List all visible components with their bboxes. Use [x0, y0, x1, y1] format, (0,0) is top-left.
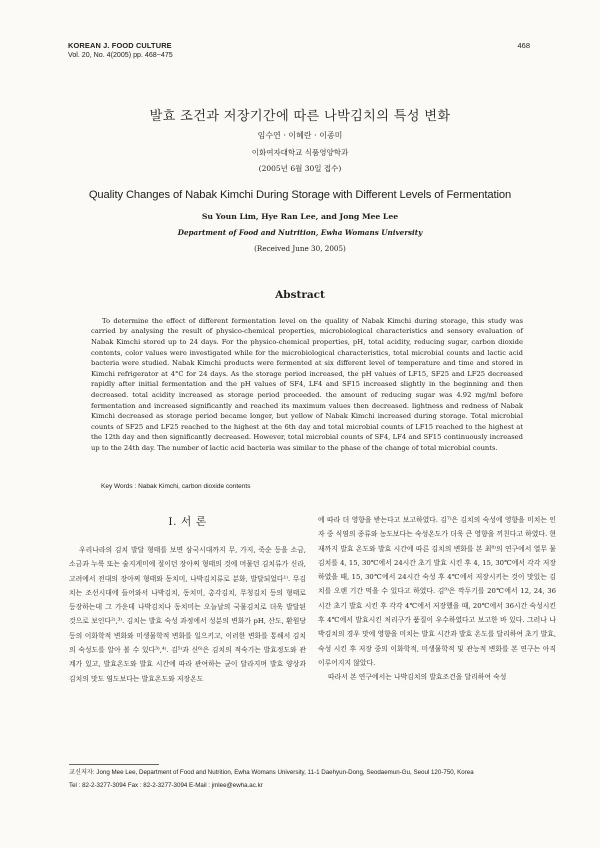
- korean-affiliation: 이화여자대학교 식품영양학과: [251, 148, 349, 157]
- english-authors: Su Youn Lim, Hye Ran Lee, and Jong Mee Lee: [201, 212, 399, 221]
- left-column: [69, 513, 306, 686]
- footnote-address-line: 교신저자: Jong Mee Lee, Department of Food and Nutrition, Ewha Womans University, 11-1 Daehyun-Dong, Seodaemun-Gu, Seoul 120-750, Korea: [69, 769, 474, 776]
- journal-volume-line: Vol. 20, No. 4(2005) pp. 468~475: [68, 51, 173, 59]
- introduction-heading: I. 서 론: [168, 516, 207, 528]
- english-title: Quality Changes of Nabak Kimchi During Storage with Different Levels of Fermentation: [88, 189, 512, 201]
- abstract-heading: Abstract: [275, 289, 325, 301]
- english-received-date: (Received June 30, 2005): [254, 244, 346, 253]
- korean-title: 발효 조건과 저장기간에 따른 나박김치의 특성 변화: [149, 109, 451, 124]
- footnote-contact-line: Tel : 82-2-3277-3094 Fax : 82-2-3277-3094 E-Mail : jmlee@ewha.ac.kr: [69, 781, 263, 789]
- page-number: 468: [517, 41, 530, 50]
- english-affiliation: Department of Food and Nutrition, Ewha Womans University: [177, 228, 423, 237]
- korean-received-date: (2005년 6월 30일 접수): [258, 164, 342, 173]
- keywords: Key Words : Nabak Kimchi, carbon dioxide contents: [101, 483, 251, 490]
- introduction-paragraph-continued: 에 따라 더 영향을 받는다고 보고하였다. 김⁷⁾은 김치의 숙성에 영향을 미치는 인자 중 식염의 종류와 농도보다는 숙성온도가 더욱 큰 영향을 끼친다고 하였다. 현재까지 발효 온도와 발효 시간에 따른 김치의 변화를 본 최⁸⁾의 연구에서 열무 물김치를 4, 15, 30℃에서 24시간 초기 발효 시킨 후 4, 15, 30℃에서 각각 저장하였을 때, 15, 30℃에서 24시간 숙성 후 4℃에서 저장시키는 것이 맛있는 김치를 오랜 기간 먹을 수 있다고 하였다. 김⁹⁾은 깍두기를 20℃에서 12, 24, 36시간 초기 발효 시킨 후 각각 4℃에서 저장했을 때, 20℃에서 36시간 숙성시킨 후 4℃에서 발효시킨 처리구가 품질이 우수하였다고 보고한 바 있다. 그러나 나박김치의 경우 맛에 영향을 미치는 발효 시간과 발효 온도를 달리하여 초기 발효, 숙성 시킨 후 저장 중의 이화학적, 미생물학적 및 관능적 변화를 본 연구는 아직 이루어지지 않았다.: [318, 516, 556, 667]
- journal-name: KOREAN J. FOOD CULTURE: [68, 41, 172, 50]
- introduction-paragraph-next: 따라서 본 연구에서는 나박김치의 발효조건을 달리하여 숙성: [328, 673, 507, 682]
- journal-header: [68, 41, 173, 59]
- corresponding-author-footnote: [69, 767, 549, 792]
- right-column: [318, 513, 556, 685]
- introduction-paragraph: 우리나라의 김치 발달 형태를 보면 삼국시대까지 무, 가지, 죽순 등을 소금, 소금과 누룩 또는 술지게미에 절이던 장아찌 형태의 것에 머물던 김치류가 신라, 고려에서 전대의 장아찌 형태와 동치미, 나박김치류로 분화, 발달되었다¹⁾. 무김치는 조선시대에 들어와서 나박김치, 동치미, 총각김치, 무청김치 등의 형태로 등장하는데 그 가운데 나박김치나 동치미는 오늘날의 국물김치로 더욱 발달된 것으로 보인다²⁾,³⁾. 김치는 발효 숙성 과정에서 성분의 변화가 pH, 산도, 환원당 등의 이화학적 변화와 미생물학적 변화를 일으키고, 이러한 변화를 통해서 김치의 숙성도를 알아 볼 수 있다³⁾,⁴⁾. 김⁵⁾과 신⁶⁾은 김치의 적숙기는 발효정도와 관계가 있고, 발효온도와 발효 시간에 따라 관여하는 균이 달라지며 발효 양상과 김치의 맛도 염도보다는 발효온도와 저장온도: [69, 546, 306, 683]
- korean-authors: 임수연 · 이혜란 · 이종미: [257, 131, 343, 140]
- abstract-text: To determine the effect of different fermentation level on the quality of Nabak Kimchi during storage, this study was carried by analysing the result of physico-chemical properties, microbiological characteristics and sensory evaluation of Nabak Kimchi stored up to 24 days. For the physico-chemical properties, pH, total acidity, reducing sugar, carbon dioxide contents, color values were investigated while for the microbiological characteristics, total microbial counts and lactic acid bacteria were studied. Nabak Kimchi products were fermented at six different level of temperature and time and stored in Kimchi refrigerator at 4°C for 24 days. As the storage period increased, the pH values of LF15, SF25 and LF25 decreased rapidly after initial fermentation and the pH values of SF4, LF4 and SF15 increased slightly in the beginning and then decreased. total acidity increased as storage period proceeded. the amount of reducing sugar was 4.92 mg/ml before fermentation and increased significantly and reached its maximum values then decreased. lightness and redness of Nabak Kimchi decreased as storage period became longer, but yellow of Nabak Kimchi increased during storage. Total microbial counts of SF25 and LF25 reached to the highest at the 6th day and total microbial counts of LF15 reached to the highest at the 12th day and then significantly decreased. However, total microbial counts of SF4, LF4 and SF15 continuously increased up to the 24th day. The number of lactic acid bacteria was similar to the phase of the change of total microbial counts.: [91, 316, 523, 452]
- footnote-rule: [69, 764, 159, 765]
